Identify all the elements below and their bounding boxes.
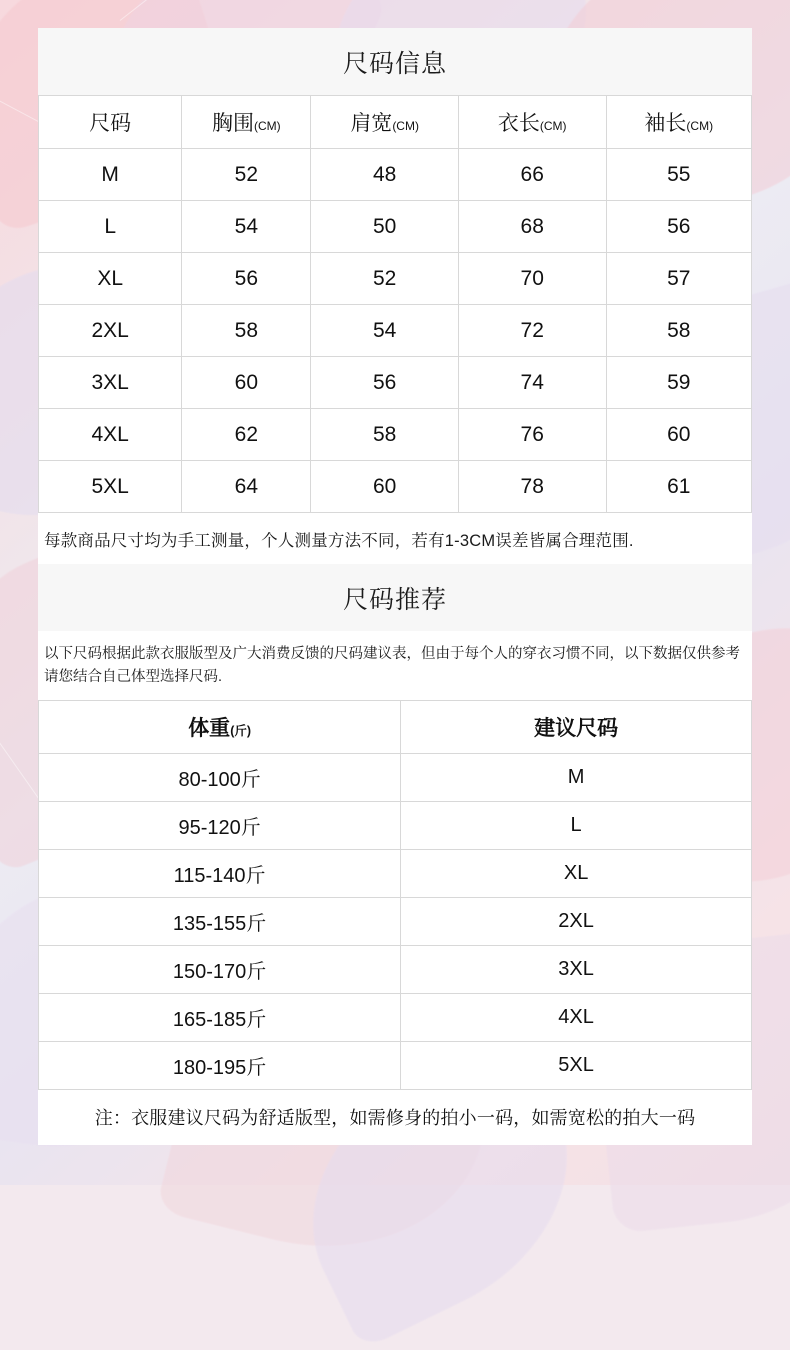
- cell-bust: 54: [182, 201, 311, 253]
- cell-length: 66: [458, 149, 606, 201]
- column-header-recommended-size: [401, 700, 752, 753]
- table-row: [39, 149, 752, 201]
- cell-shoulder: 52: [311, 253, 459, 305]
- cell-recommended-size: 5XL: [401, 1041, 752, 1089]
- column-header-unit: (CM): [392, 119, 419, 133]
- cell-bust: 52: [182, 149, 311, 201]
- cell-size: L: [39, 201, 182, 253]
- cell-shoulder: 48: [311, 149, 459, 201]
- table-row: [39, 253, 752, 305]
- size-recommend-title: 尺码推荐: [38, 564, 752, 631]
- cell-sleeve: 56: [606, 201, 751, 253]
- table-row: [39, 1041, 752, 1089]
- cell-shoulder: 50: [311, 201, 459, 253]
- table-row: [39, 461, 752, 513]
- cell-shoulder: 54: [311, 305, 459, 357]
- cell-weight: 115-140斤: [39, 849, 401, 897]
- cell-length: 68: [458, 201, 606, 253]
- column-header-unit: (CM): [686, 119, 714, 133]
- cell-sleeve: 57: [606, 253, 751, 305]
- column-header-unit: (CM): [254, 119, 281, 133]
- table-row: [39, 849, 752, 897]
- table-row: [39, 897, 752, 945]
- cell-recommended-size: 4XL: [401, 993, 752, 1041]
- cell-length: 74: [458, 357, 606, 409]
- size-recommend-intro: 以下尺码根据此款衣服版型及广大消费反馈的尺码建议表，但由于每个人的穿衣习惯不同，以下数据仅供参考请您结合自己体型选择尺码.: [38, 631, 752, 700]
- size-guide-card: [38, 28, 752, 1145]
- column-header-weight: [39, 700, 401, 753]
- cell-bust: 60: [182, 357, 311, 409]
- column-header-label: 衣长: [497, 112, 540, 135]
- table-row: [39, 409, 752, 461]
- cell-weight: 150-170斤: [39, 945, 401, 993]
- column-header-unit: (CM): [539, 119, 567, 133]
- cell-length: 70: [458, 253, 606, 305]
- cell-sleeve: 61: [606, 461, 751, 513]
- column-header-unit: (斤): [230, 723, 252, 738]
- column-header-label: 建议尺码: [534, 716, 619, 740]
- column-header-label: 胸围: [212, 112, 254, 135]
- column-header-bust: [182, 96, 311, 149]
- cell-weight: 165-185斤: [39, 993, 401, 1041]
- size-info-table: [38, 95, 752, 513]
- column-header-sleeve: [606, 96, 751, 149]
- cell-sleeve: 58: [606, 305, 751, 357]
- table-header-row: [39, 700, 752, 753]
- measurement-note: 每款商品尺寸均为手工测量，个人测量方法不同，若有1-3CM误差皆属合理范围.: [38, 513, 752, 564]
- cell-size: 4XL: [39, 409, 182, 461]
- cell-size: 5XL: [39, 461, 182, 513]
- cell-recommended-size: XL: [401, 849, 752, 897]
- cell-length: 76: [458, 409, 606, 461]
- size-info-title: 尺码信息: [38, 28, 752, 95]
- size-recommend-table: [38, 700, 752, 1090]
- cell-sleeve: 60: [606, 409, 751, 461]
- column-header-label: 袖长: [644, 112, 687, 135]
- column-header-size: [39, 96, 182, 149]
- cell-weight: 95-120斤: [39, 801, 401, 849]
- cell-recommended-size: 2XL: [401, 897, 752, 945]
- cell-bust: 58: [182, 305, 311, 357]
- cell-bust: 62: [182, 409, 311, 461]
- cell-size: M: [39, 149, 182, 201]
- table-row: [39, 201, 752, 253]
- table-row: [39, 801, 752, 849]
- table-row: [39, 945, 752, 993]
- cell-size: XL: [39, 253, 182, 305]
- cell-length: 78: [458, 461, 606, 513]
- cell-shoulder: 58: [311, 409, 459, 461]
- size-recommend-footer-note: 注：衣服建议尺码为舒适版型，如需修身的拍小一码，如需宽松的拍大一码: [38, 1090, 752, 1145]
- cell-weight: 80-100斤: [39, 753, 401, 801]
- column-header-label: 体重: [188, 716, 231, 740]
- cell-recommended-size: L: [401, 801, 752, 849]
- cell-size: 2XL: [39, 305, 182, 357]
- cell-shoulder: 60: [311, 461, 459, 513]
- table-header-row: [39, 96, 752, 149]
- cell-sleeve: 59: [606, 357, 751, 409]
- cell-recommended-size: 3XL: [401, 945, 752, 993]
- cell-weight: 180-195斤: [39, 1041, 401, 1089]
- column-header-length: [458, 96, 606, 149]
- column-header-label: 肩宽: [350, 112, 393, 135]
- cell-recommended-size: M: [401, 753, 752, 801]
- table-row: [39, 753, 752, 801]
- table-row: [39, 357, 752, 409]
- cell-weight: 135-155斤: [39, 897, 401, 945]
- column-header-shoulder: [311, 96, 459, 149]
- cell-sleeve: 55: [606, 149, 751, 201]
- column-header-label: 尺码: [89, 112, 132, 135]
- table-row: [39, 305, 752, 357]
- cell-length: 72: [458, 305, 606, 357]
- cell-bust: 56: [182, 253, 311, 305]
- cell-shoulder: 56: [311, 357, 459, 409]
- cell-size: 3XL: [39, 357, 182, 409]
- table-row: [39, 993, 752, 1041]
- cell-bust: 64: [182, 461, 311, 513]
